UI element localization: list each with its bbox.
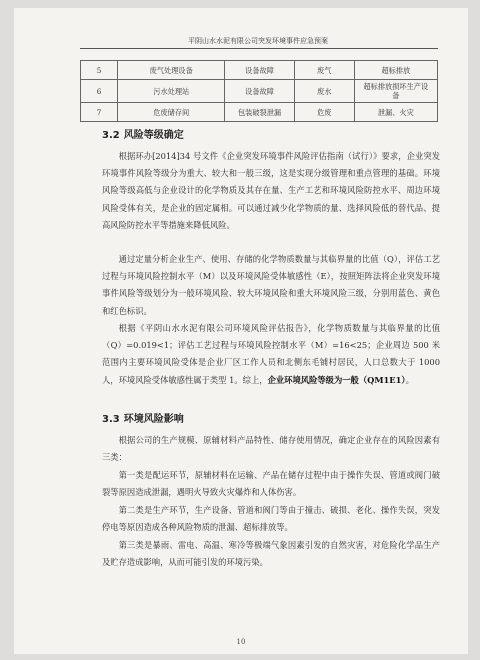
paragraph-text-end: 。 [405,374,414,385]
paragraph: 根据公司的生产规模、原辅材料产品特性、储存使用情况，确定企业存在的风险因素有三类： [102,435,440,463]
table-row [81,80,438,103]
risk-object-cell: 危废储存间 [118,103,225,122]
section-title: 风险等级确定 [123,130,184,141]
pollutant-type-cell: 危废 [294,103,354,122]
header-divider [80,48,438,49]
risk-source-table [80,60,438,122]
section-heading-3-2 [102,126,184,141]
paragraph: 第一类是配运环节，原辅材料在运输、产品在储存过程中由于操作失误、管道或阀门破裂等原因造成泄漏，遇明火导致火灾爆炸和人体伤害。 [102,470,440,498]
page-number: 10 [236,638,246,646]
row-number: 5 [81,61,118,80]
section-title: 环境风险影响 [123,414,184,425]
pollutant-type-cell: 废气 [294,61,354,80]
risk-cause-cell: 设备故障 [225,80,294,103]
risk-object-cell: 污水处理站 [118,80,225,103]
pollutant-type-cell: 废水 [294,80,354,103]
paragraph: 第二类是生产环节，生产设备、管道和阀门等由于撞击、破损、老化、操作失误，突发停电等原因造成各种风险物质的泄漏、超标排放等。 [102,505,440,533]
row-number: 6 [81,80,118,103]
paragraph: 第三类是暴雨、雷电、高温、寒冷等极端气象因素引发的自然灾害，对危险化学品生产及贮存造成影响，从而可能引发的环境污染。 [102,540,440,568]
paragraph: 通过定量分析企业生产、使用、存储的化学物质数量与其临界量的比值（Q），评估工艺过程与环境风险控制水平（M）以及环境风险受体敏感性（E），按照矩阵法将企业突发环境事件风险等级划分为一般环境风险、较大环境风险和重大环境风险三级，分别用蓝色、黄色和红色标识。 [102,254,440,316]
section-heading-3-3 [102,410,184,425]
risk-cause-cell: 设备故障 [225,61,294,80]
table-row [81,61,438,80]
table-row [81,103,438,122]
paragraph-text: 根据《平阴山水水泥有限公司环境风险评估报告》，化学物质数量与其临界量的比值（Q）=0.019<1；评估工艺过程与环境风险控制水平（M）=16<25；企业周边 500 米范围内主要环境风险受体是企业厂区工作人员和北侧东毛铺村居民，人口总数大于 1000 人，环境风险受体敏感性属于类型 1。综上， [102,323,440,385]
document-page [14,8,468,654]
risk-level-conclusion: 企业环境风险等级为一般（QM1E1） [267,374,406,385]
consequence-cell: 超标排放 [354,61,437,80]
section-number: 3.2 [102,130,120,141]
consequence-cell: 泄漏、火灾 [354,103,437,122]
risk-cause-cell: 包装破裂泄漏 [225,103,294,122]
paragraph [102,320,440,389]
page-header: 平阴山水水泥有限公司突发环境事件应急预案 [188,37,328,45]
risk-object-cell: 废气处理设备 [118,61,225,80]
paragraph: 根据环办[2014]34 号文件《企业突发环境事件风险评估指南（试行）》要求，企业突发环境事件风险等级分为重大、较大和一般三级，这是实现分级管理和重点管理的基础。环境风险等级高低与企业设计的化学物质及其存在量、生产工艺和环境风险防控水平、周边环境风险受体有关，是企业的固定属相。可以通过减少化学物质的量、选择风险低的替代品、提高风险防控水平等措施来降低风险。 [102,151,440,230]
row-number: 7 [81,103,118,122]
consequence-cell: 超标排放损坏生产设备 [354,80,437,103]
section-number: 3.3 [102,414,120,425]
